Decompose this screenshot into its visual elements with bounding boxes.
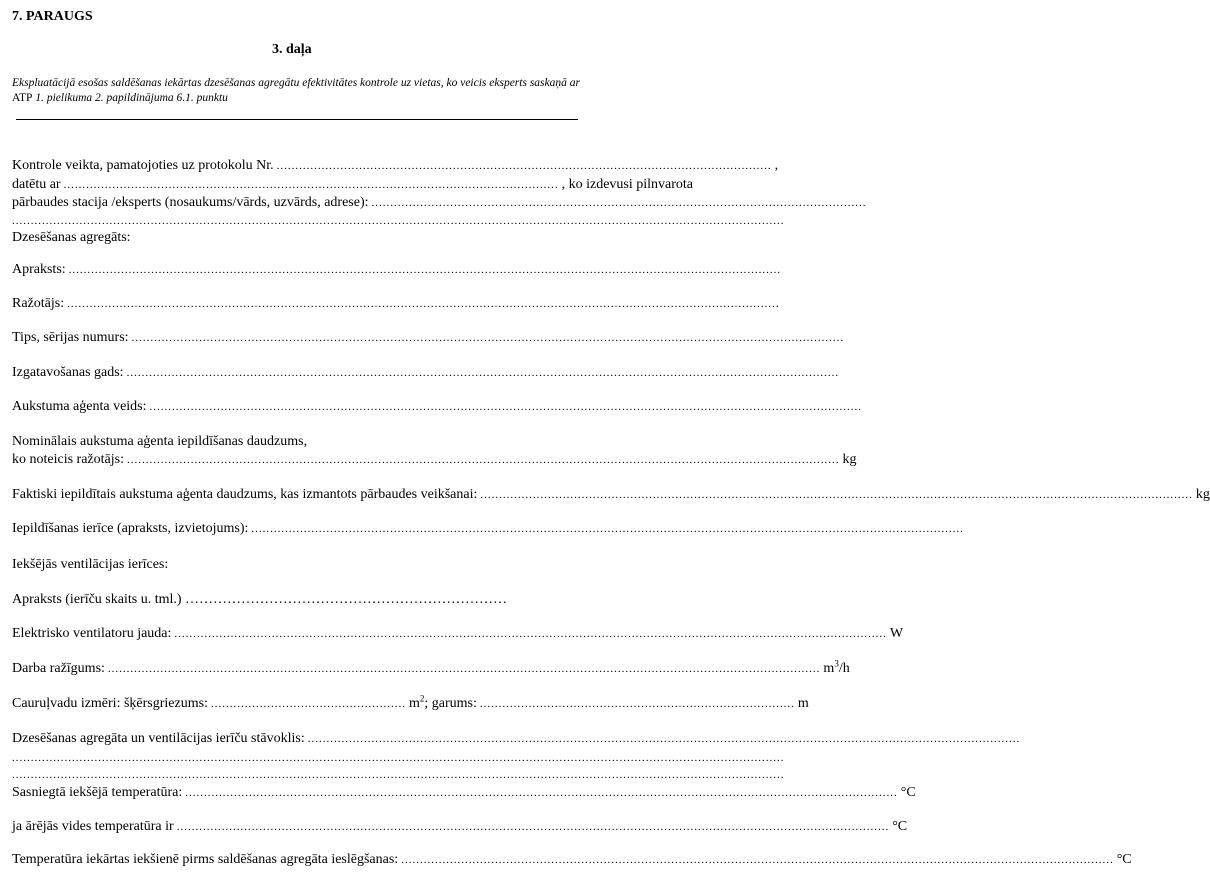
duct-unit-b: m xyxy=(797,696,809,711)
ambient-unit: °C xyxy=(892,819,908,834)
duct-section-field[interactable]: .................................................... xyxy=(210,698,406,710)
state-label: Dzesēšanas agregāta un ventilācijas ierīču stāvoklis: xyxy=(12,731,305,746)
refrigerant-row[interactable] xyxy=(12,399,863,415)
nominal-label-1: Nominālais aukstuma aģenta iepildīšanas daudzums, xyxy=(12,434,308,449)
vent-desc-label: Apraksts (ierīču skaits u. tml.) xyxy=(12,592,182,607)
station-label: pārbaudes stacija /eksperts (nosaukums/vārds, uzvārds, adrese): xyxy=(12,195,369,210)
duct-unit-a-sup: 2 xyxy=(419,693,425,704)
protocol-field[interactable]: .................................................................................................................................... xyxy=(276,160,772,172)
nominal-label-2: ko noteicis ražotājs: xyxy=(12,452,124,467)
description-label: Apraksts: xyxy=(12,262,66,277)
charging-label: Iepildīšanas ierīce (apraksts, izvietojums): xyxy=(12,521,249,536)
protocol-end: , xyxy=(774,158,779,173)
state-field[interactable]: .............................................................................................................................................................................................. xyxy=(307,733,1021,745)
state-row[interactable] xyxy=(12,731,1021,747)
output-label: Darba ražīgums: xyxy=(12,661,105,676)
output-unit xyxy=(823,658,850,677)
fan-power-row[interactable] xyxy=(12,626,904,642)
ambient-field[interactable]: .............................................................................................................................................................................................. xyxy=(176,821,890,833)
nominal-field[interactable]: .............................................................................................................................................................................................. xyxy=(126,454,840,466)
duct-length-field[interactable]: .................................................................................... xyxy=(479,698,795,710)
output-unit-tail: /h xyxy=(838,661,850,676)
station-row[interactable] xyxy=(12,195,867,211)
ambient-label: ja ārējās vides temperatūra ir xyxy=(12,819,174,834)
fan-power-unit: W xyxy=(889,626,904,641)
state-field-extra-1[interactable]: .............................................................................................................................................................................................................. xyxy=(12,752,785,764)
form-subtitle xyxy=(12,76,592,106)
header-rule xyxy=(16,119,578,120)
ambient-row[interactable] xyxy=(12,819,908,835)
initial-row[interactable] xyxy=(12,852,1132,868)
duct-row[interactable] xyxy=(12,693,809,712)
fan-power-label: Elektrisko ventilatoru jauda: xyxy=(12,626,172,641)
refrigerant-label: Aukstuma aģenta veids: xyxy=(12,399,147,414)
protocol-label: Kontrole veikta, pamatojoties uz protokolu Nr. xyxy=(12,158,274,173)
initial-label: Temperatūra iekārtas iekšienē pirms saldēšanas agregāta ieslēgšanas: xyxy=(12,852,399,867)
type-field[interactable]: .............................................................................................................................................................................................. xyxy=(131,332,845,344)
dated-row[interactable] xyxy=(12,177,694,193)
charging-field[interactable]: .............................................................................................................................................................................................. xyxy=(251,523,964,535)
vent-desc-field[interactable]: …………………………………………………………… xyxy=(185,592,508,607)
year-field[interactable]: .............................................................................................................................................................................................. xyxy=(126,367,840,379)
subtitle-text-b: 1. pielikuma 2. papildinājuma 6.1. punktu xyxy=(35,92,228,104)
refrigerant-field[interactable]: .............................................................................................................................................................................................. xyxy=(149,401,863,413)
manufacturer-field[interactable]: .............................................................................................................................................................................................. xyxy=(67,298,780,310)
actual-field[interactable]: .............................................................................................................................................................................................. xyxy=(480,489,1193,501)
reached-field[interactable]: .............................................................................................................................................................................................. xyxy=(185,787,898,799)
reached-unit: °C xyxy=(900,785,916,800)
subtitle-text-upright: ATP xyxy=(12,92,33,104)
description-field[interactable]: .............................................................................................................................................................................................. xyxy=(68,264,782,276)
manufacturer-row[interactable] xyxy=(12,296,780,312)
initial-unit: °C xyxy=(1116,852,1132,867)
state-field-extra-2[interactable]: .............................................................................................................................................................................................................. xyxy=(12,769,785,781)
type-row[interactable] xyxy=(12,330,845,346)
type-label: Tips, sērijas numurs: xyxy=(12,330,129,345)
protocol-row[interactable] xyxy=(12,158,779,174)
reached-label: Sasniegtā iekšējā temperatūra: xyxy=(12,785,183,800)
dated-end: , ko izdevusi pilnvarota xyxy=(561,177,694,192)
unit-heading: Dzesēšanas agregāts: xyxy=(12,230,131,245)
station-field-extra[interactable]: .............................................................................................................................................................................................................. xyxy=(12,215,785,227)
charging-row[interactable] xyxy=(12,521,964,537)
duct-unit-a-base: m xyxy=(408,696,420,711)
sample-label: 7. PARAUGS xyxy=(12,9,93,24)
reached-row[interactable] xyxy=(12,785,916,801)
year-label: Izgatavošanas gads: xyxy=(12,365,124,380)
duct-label: Cauruļvadu izmēri: šķērsgriezums: xyxy=(12,696,208,711)
duct-unit-a xyxy=(408,693,477,712)
actual-row[interactable] xyxy=(12,487,1210,503)
dated-label: datētu ar xyxy=(12,177,61,192)
output-unit-sup: 3 xyxy=(834,658,839,669)
description-row[interactable] xyxy=(12,262,782,278)
fan-power-field[interactable]: .............................................................................................................................................................................................. xyxy=(174,628,887,640)
vent-desc-row[interactable] xyxy=(12,592,507,608)
year-row[interactable] xyxy=(12,365,840,381)
output-unit-base: m xyxy=(823,661,835,676)
actual-label: Faktiski iepildītais aukstuma aģenta daudzums, kas izmantots pārbaudes veikšanai: xyxy=(12,487,478,502)
nominal-row[interactable] xyxy=(12,452,857,468)
duct-mid-label: ; garums: xyxy=(424,696,477,711)
initial-field[interactable]: .............................................................................................................................................................................................. xyxy=(401,854,1114,866)
station-field[interactable]: .................................................................................................................................... xyxy=(371,197,867,209)
output-row[interactable] xyxy=(12,658,850,677)
manufacturer-label: Ražotājs: xyxy=(12,296,65,311)
ventilation-heading: Iekšējās ventilācijas ierīces: xyxy=(12,557,169,572)
dated-field[interactable]: .................................................................................................................................... xyxy=(63,179,559,191)
output-field[interactable]: .............................................................................................................................................................................................. xyxy=(107,663,821,675)
nominal-unit: kg xyxy=(842,452,857,467)
actual-unit: kg xyxy=(1195,487,1210,502)
part-title: 3. daļa xyxy=(272,42,312,57)
subtitle-text-a: Ekspluatācijā esošas saldēšanas iekārtas dzesēšanas agregātu efektivitātes kontrole uz vietas, ko veicis eksperts saskaņā ar xyxy=(12,77,580,89)
